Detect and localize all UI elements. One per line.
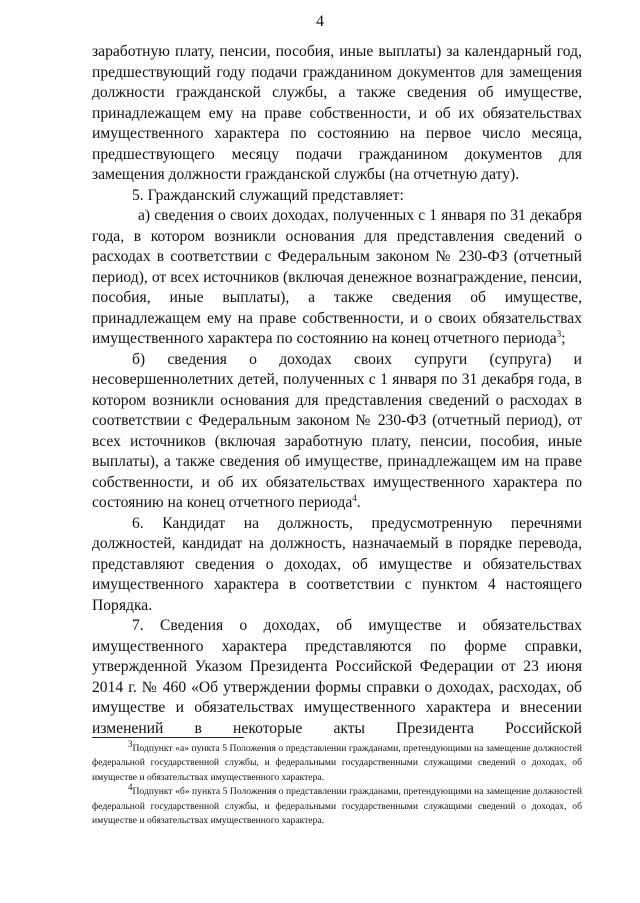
footnote-3-text: Подпункт «а» пункта 5 Положения о представлении гражданами, претендующими на замещение должностей федеральной государственной службы, и федеральными государственными служащими сведений о доходах, об имуществе и обязательствах имущественного характера. [92, 743, 582, 783]
paragraph-item-5: 5. Гражданский служащий представляет: [132, 186, 404, 204]
subitem-a-end: ; [561, 330, 566, 347]
footnotes [92, 738, 582, 828]
subitem-a-text: а) сведения о своих доходах, полученных с 1 января по 31 декабря года, в котором возникли основания для представления сведений о расходах в соответствии с Федеральным законом № 230-ФЗ (отчетный период), от всех источников (включая денежное вознаграждение, пенсии, пособия, иные выплаты), а также сведения об имуществе, принадлежащем ему на праве собственности, и о своих обязательствах имущественного характера по состоянию на конец отчетного периода [92, 207, 582, 347]
document-body [92, 42, 582, 739]
footnote-3-marker: 3 [128, 738, 133, 749]
subitem-b-text: б) сведения о доходах своих супруги (супруга) и несовершеннолетних детей, полученных с 1 января по 31 декабря года, в котором возникли основания для представления сведений о расходах в соответствии с Федеральным законом № 230-ФЗ (отчетный период), от всех источников (включая заработную плату, пенсии, пособия, иные выплаты), а также сведения об имуществе, принадлежащем им на праве собственности, и об их обязательствах имущественного характера по состоянию на конец отчетного периода [92, 350, 582, 511]
paragraph-item-7: 7. Сведения о доходах, об имуществе и обязательствах имущественного характера представляются по форме справки, утвержденной Указом Президента Российской Федерации от 23 июня 2014 г. № 460 «Об утверждении формы справки о доходах, расходах, об имуществе и обязательствах имущественного характера и внесении изменений в некоторые акты Президента Российской [92, 617, 582, 737]
footnote-ref-3: 3 [556, 328, 562, 339]
page-number: 4 [316, 13, 324, 30]
paragraph-continuation: заработную плату, пенсии, пособия, иные выплаты) за календарный год, предшествующий году подачи гражданином документов для замещения должности гражданской службы, а также сведения об имуществе, принадлежащем ему на праве собственности, и об их обязательствах имущественного характера по состоянию на первое число месяца, предшествующего месяцу подачи гражданином документов для замещения должности гражданской службы (на отчетную дату). [92, 43, 582, 183]
footnote-separator [92, 737, 244, 738]
footnote-4-marker: 4 [128, 782, 133, 793]
footnote-ref-4: 4 [352, 492, 357, 503]
subitem-b-end: . [356, 494, 361, 511]
footnote-4 [92, 782, 582, 828]
footnote-3 [92, 738, 582, 785]
footnote-4-text: Подпункт «б» пункта 5 Положения о представлении гражданами, претендующими на замещение должностей федеральной государственной службы, и федеральными государственными служащими сведений о доходах, об имуществе и обязательствах имущественного характера. [92, 786, 582, 827]
paragraph-subitem-b [92, 350, 582, 514]
paragraph-item-6: 6. Кандидат на должность, предусмотренную перечнями должностей, кандидат на должность, назначаемый в порядке перевода, представляют сведения о доходах, об имуществе и обязательствах имущественного характера в соответствии с пунктом 4 настоящего Порядка. [92, 514, 582, 614]
paragraph-subitem-a [92, 206, 582, 350]
